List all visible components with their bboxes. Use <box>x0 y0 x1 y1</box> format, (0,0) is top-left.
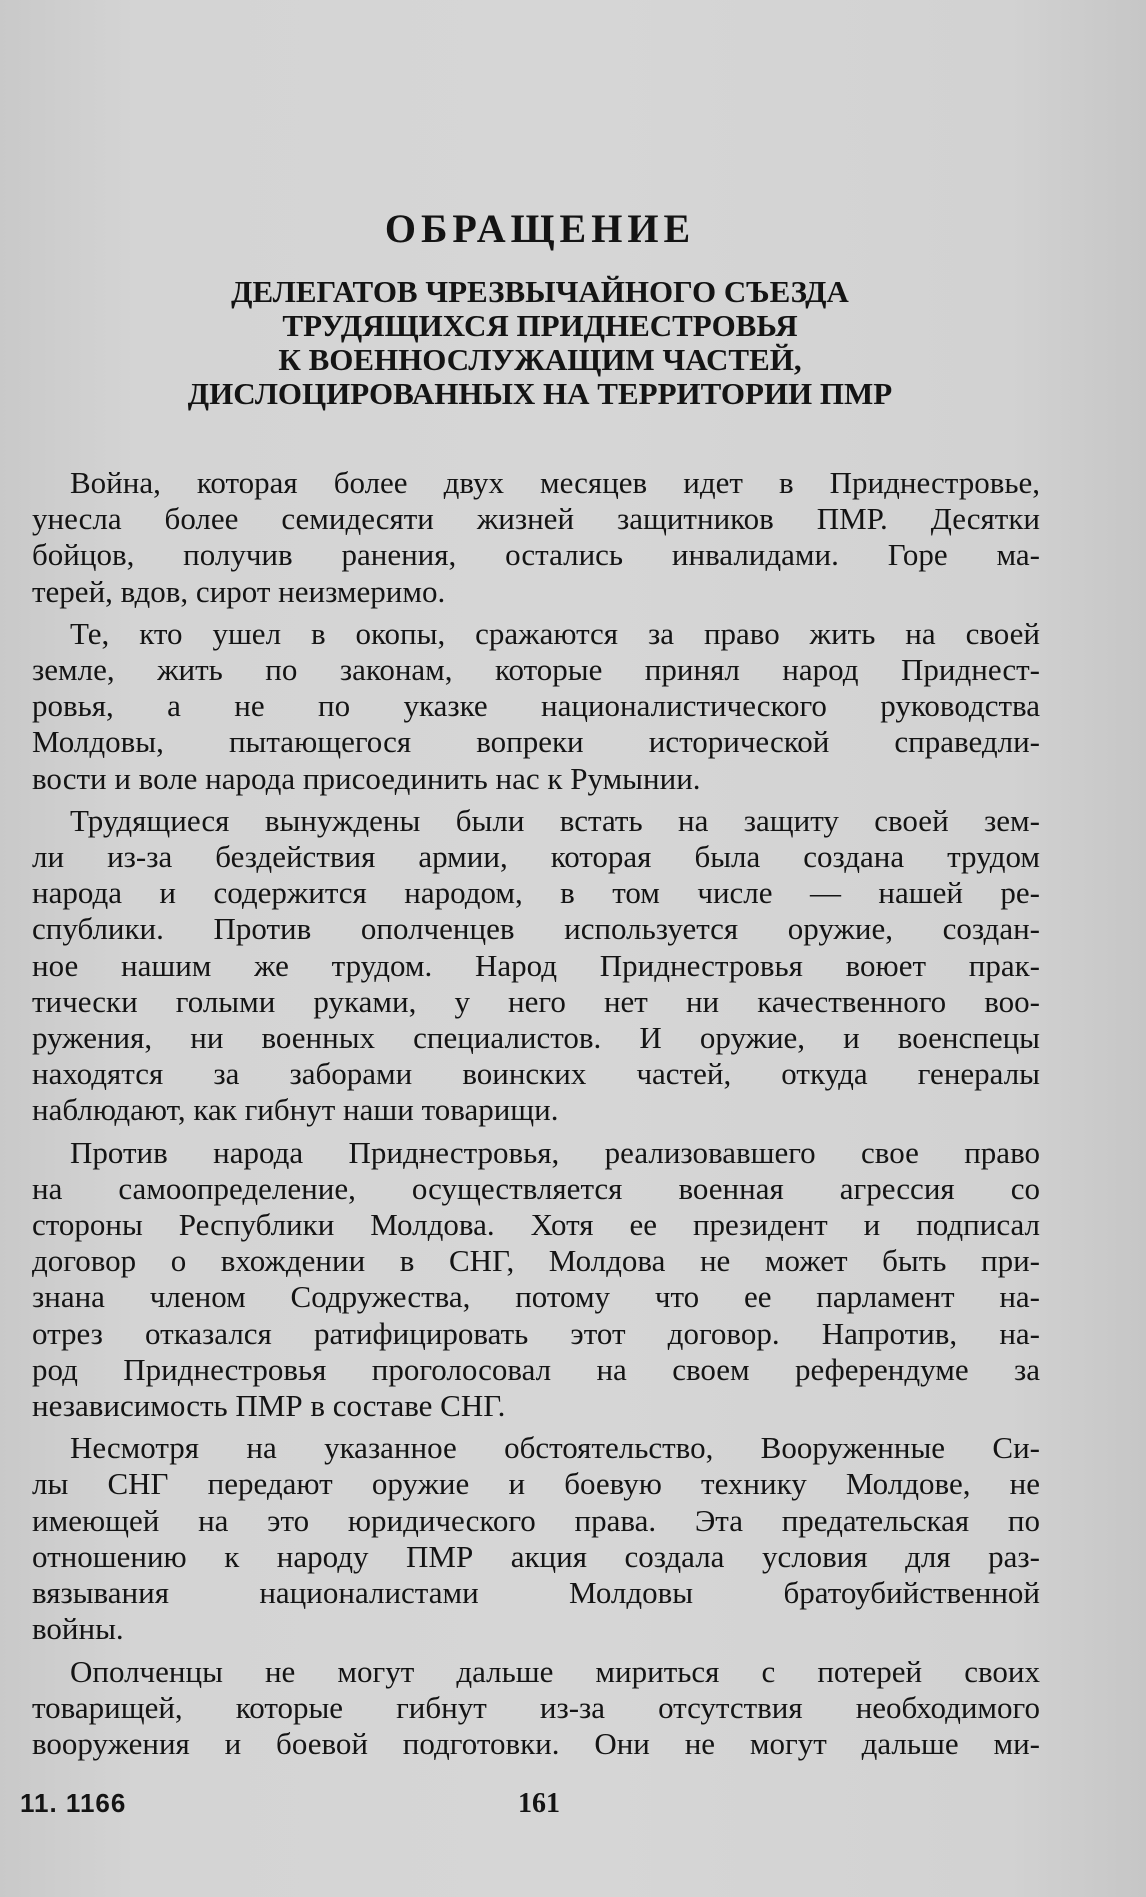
text-line: товарищей, которые гибнут из-за отсутствия необходимого <box>32 1689 1040 1725</box>
text-line: тически голыми руками, у него нет ни качественного воо- <box>32 983 1040 1019</box>
body-text <box>32 465 1040 1768</box>
page-number: 161 <box>518 1788 560 1819</box>
text-line: ровья, а не по указке националистического руководства <box>32 688 1040 724</box>
text-line: отношению к народу ПМР акция создала условия для раз- <box>32 1538 1040 1574</box>
text-line: договор о вхождении в СНГ, Молдова не может быть при- <box>32 1243 1040 1279</box>
text-line: независимость ПМР в составе СНГ. <box>32 1388 506 1424</box>
text-line: род Приднестровья проголосовал на своем референдуме за <box>32 1351 1040 1387</box>
text-line: ли из-за бездействия армии, которая была создана трудом <box>32 839 1040 875</box>
text-line: Война, которая более двух месяцев идет в Приднестровье, <box>70 465 1040 500</box>
text-line: унесла более семидесяти жизней защитников ПМР. Десятки <box>32 501 1040 537</box>
text-line: вязывания националистами Молдовы братоубийственной <box>32 1575 1040 1611</box>
text-line: народа и содержится народом, в том числе — нашей ре- <box>32 875 1040 911</box>
text-line: имеющей на это юридического права. Эта предательская по <box>32 1502 1040 1538</box>
paragraph-2 <box>32 616 1040 797</box>
text-line: наблюдают, как гибнут наши товарищи. <box>32 1092 559 1128</box>
text-line: Ополченцы не могут дальше мириться с потерей своих <box>70 1653 1040 1689</box>
text-line: отрез отказался ратифицировать этот договор. Напротив, на- <box>32 1315 1040 1351</box>
text-line: терей, вдов, сирот неизмеримо. <box>32 573 446 609</box>
text-line: ружения, ни военных специалистов. И оружие, и военспецы <box>32 1020 1040 1056</box>
text-line: находятся за заборами воинских частей, откуда генералы <box>32 1056 1040 1092</box>
text-line: земле, жить по законам, которые принял народ Приднест- <box>32 652 1040 688</box>
text-line: стороны Республики Молдова. Хотя ее президент и подписал <box>32 1207 1040 1243</box>
paragraph-1 <box>32 465 1040 610</box>
subtitle-line: ДИСЛОЦИРОВАННЫХ НА ТЕРРИТОРИИ ПМР <box>187 376 893 411</box>
text-line: ное нашим же трудом. Народ Приднестровья воюет прак- <box>32 947 1040 983</box>
signature-code: 11. 1166 <box>20 1788 127 1818</box>
subtitle-line: ТРУДЯЩИХСЯ ПРИДНЕСТРОВЬЯ <box>282 308 798 343</box>
text-line: лы СНГ передают оружие и боевую технику Молдове, не <box>32 1466 1040 1502</box>
text-line: вости и воле народа присоединить нас к Румынии. <box>32 760 701 796</box>
paragraph-3 <box>32 803 1040 1129</box>
paragraph-4 <box>32 1135 1040 1425</box>
text-line: Трудящиеся вынуждены были встать на защиту своей зем- <box>70 802 1040 838</box>
page-title: ОБРАЩЕНИЕ <box>384 206 696 251</box>
subtitle-line: К ВОЕННОСЛУЖАЩИМ ЧАСТЕЙ, <box>278 342 802 377</box>
text-line: знана членом Содружества, потому что ее парламент на- <box>32 1279 1040 1315</box>
paragraph-6 <box>32 1654 1040 1763</box>
text-line: бойцов, получив ранения, остались инвалидами. Горе ма- <box>32 537 1040 573</box>
text-line: войны. <box>32 1611 124 1647</box>
text-line: на самоопределение, осуществляется военная агрессия со <box>32 1170 1040 1206</box>
subtitle-line: ДЕЛЕГАТОВ ЧРЕЗВЫЧАЙНОГО СЪЕЗДА <box>231 274 849 309</box>
text-line: Молдовы, пытающегося вопреки исторической справедли- <box>32 724 1040 760</box>
text-line: Несмотря на указанное обстоятельство, Вооруженные Си- <box>70 1430 1040 1466</box>
paragraph-5 <box>32 1430 1040 1647</box>
page-subtitle <box>40 275 1040 411</box>
text-line: вооружения и боевой подготовки. Они не могут дальше ми- <box>32 1725 1040 1761</box>
text-line: Против народа Приднестровья, реализовавшего свое право <box>70 1134 1040 1170</box>
text-line: спублики. Против ополченцев используется оружие, создан- <box>32 911 1040 947</box>
text-line: Те, кто ушел в окопы, сражаются за право жить на своей <box>70 615 1040 651</box>
